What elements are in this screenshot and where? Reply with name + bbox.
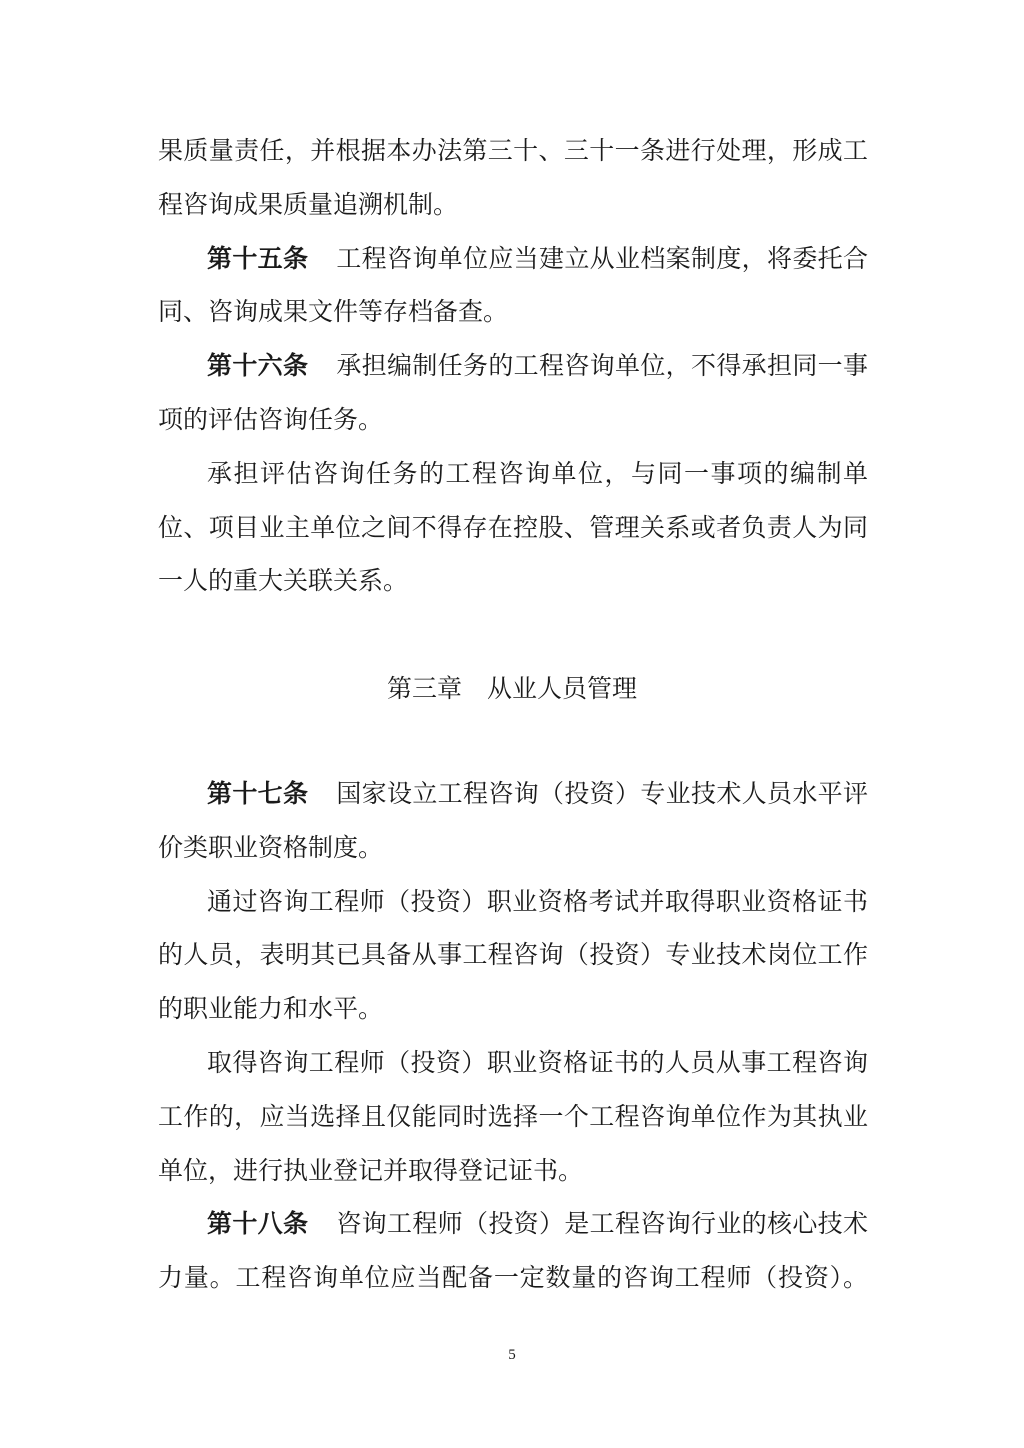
chapter-heading: 第三章 从业人员管理 bbox=[386, 674, 637, 703]
text-line: 位、项目业主单位之间不得存在控股、管理关系或者负责人为同 bbox=[158, 513, 868, 542]
text-line: 单位，进行执业登记并取得登记证书。 bbox=[158, 1156, 584, 1185]
text-line: 工作的，应当选择且仅能同时选择一个工程咨询单位作为其执业 bbox=[158, 1102, 868, 1131]
text-line: 项的评估咨询任务。 bbox=[158, 405, 384, 434]
text-line: 价类职业资格制度。 bbox=[158, 833, 384, 862]
text-line: 的职业能力和水平。 bbox=[158, 994, 384, 1023]
text-line: 取得咨询工程师（投资）职业资格证书的人员从事工程咨询 bbox=[207, 1048, 868, 1077]
article-17-text: 国家设立工程咨询（投资）专业技术人员水平评 bbox=[336, 779, 868, 808]
article-15-text: 工程咨询单位应当建立从业档案制度，将委托合 bbox=[336, 244, 868, 273]
text-line: 一人的重大关联关系。 bbox=[158, 566, 409, 595]
article-16-text: 承担编制任务的工程咨询单位，不得承担同一事 bbox=[336, 351, 868, 380]
text-line: 力量。工程咨询单位应当配备一定数量的咨询工程师（投资）。 bbox=[158, 1263, 868, 1292]
article-17-label: 第十七条 bbox=[207, 779, 309, 808]
text-line: 承担评估咨询任务的工程咨询单位，与同一事项的编制单 bbox=[207, 459, 868, 488]
article-15-line bbox=[207, 246, 868, 271]
article-16-label: 第十六条 bbox=[207, 351, 309, 380]
text-line: 的人员，表明其已具备从事工程咨询（投资）专业技术岗位工作 bbox=[158, 940, 868, 969]
text-line: 程咨询成果质量追溯机制。 bbox=[158, 190, 459, 219]
article-18-line bbox=[207, 1211, 868, 1236]
page-number: 5 bbox=[508, 1347, 516, 1363]
text-line: 同、咨询成果文件等存档备查。 bbox=[158, 297, 509, 326]
article-18-text: 咨询工程师（投资）是工程咨询行业的核心技术 bbox=[336, 1209, 868, 1238]
article-16-line bbox=[207, 353, 868, 378]
article-17-line bbox=[207, 781, 868, 806]
article-15-label: 第十五条 bbox=[207, 244, 309, 273]
text-line: 通过咨询工程师（投资）职业资格考试并取得职业资格证书 bbox=[207, 887, 868, 916]
text-line: 果质量责任，并根据本办法第三十、三十一条进行处理，形成工 bbox=[158, 136, 868, 165]
article-18-label: 第十八条 bbox=[207, 1209, 309, 1238]
